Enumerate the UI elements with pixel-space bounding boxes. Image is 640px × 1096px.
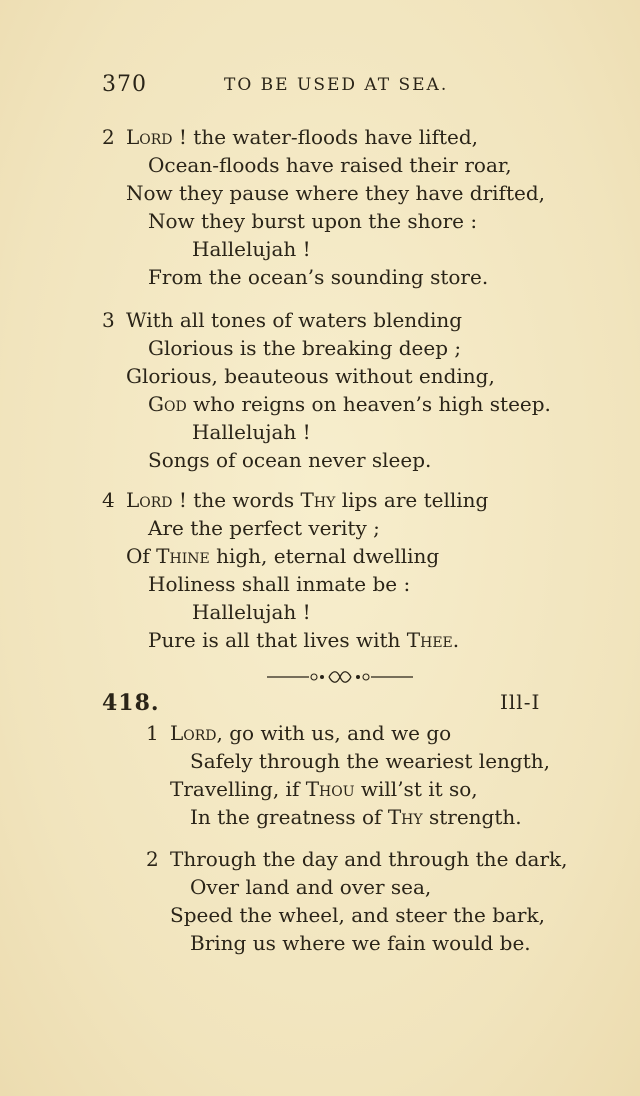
hymn-418-stanza-1-line-2: Safely through the weariest length, [190, 749, 550, 773]
stanza-2-line-6: From the ocean’s sounding store. [148, 265, 489, 289]
stanza-number: 2 [146, 847, 159, 871]
hymn-418-stanza-2-line-1: 2 Through the day and through the dark, [146, 847, 568, 871]
stanza-4-line-2: Are the perfect verity ; [148, 516, 380, 540]
hymn-418-stanza-1-line-4: In the greatness of Thy strength. [190, 805, 522, 829]
page-header [102, 72, 562, 102]
stanza-3-line-3: Glorious, beauteous without ending, [126, 364, 495, 388]
hymn-418-stanza-1-line-3: Travelling, if Thou will’st it so, [170, 777, 478, 801]
stanza-3-line-5: Hallelujah ! [192, 420, 311, 444]
hymn-418-stanza-2-line-3: Speed the wheel, and steer the bark, [170, 903, 545, 927]
stanza-number: 4 [102, 488, 115, 512]
stanza-3-line-2: Glorious is the breaking deep ; [148, 336, 462, 360]
stanza-3-line-4: God who reigns on heaven’s high steep. [148, 392, 551, 416]
stanza-number: 2 [102, 125, 115, 149]
hymn-number: 418. [102, 690, 160, 716]
page-number: 370 [102, 72, 147, 97]
stanza-2-line-4: Now they burst upon the shore : [148, 209, 478, 233]
stanza-2-line-3: Now they pause where they have drifted, [126, 181, 545, 205]
stanza-3-line-6: Songs of ocean never sleep. [148, 448, 432, 472]
hymn-meter: Ill-I [500, 690, 541, 714]
hymn-418-stanza-1-line-1: 1 Lord, go with us, and we go [146, 721, 452, 745]
hymn-418-stanza-2-line-2: Over land and over sea, [190, 875, 432, 899]
stanza-2-line-1: 2 Lord ! the water-floods have lifted, [102, 125, 478, 149]
stanza-number: 3 [102, 308, 115, 332]
stanza-4-line-1: 4 Lord ! the words Thy lips are telling [102, 488, 489, 512]
stanza-4-line-3: Of Thine high, eternal dwelling [126, 544, 440, 568]
stanza-4-line-4: Holiness shall inmate be : [148, 572, 411, 596]
stanza-4-line-5: Hallelujah ! [192, 600, 311, 624]
stanza-3-line-1: 3 With all tones of waters blending [102, 308, 463, 332]
stanza-2-line-5: Hallelujah ! [192, 237, 311, 261]
running-head: TO BE USED AT SEA. [224, 75, 449, 95]
stanza-number: 1 [146, 721, 159, 745]
stanza-4-line-6: Pure is all that lives with Thee. [148, 628, 460, 652]
ornament-divider-icon [267, 667, 413, 687]
hymn-418-stanza-2-line-4: Bring us where we fain would be. [190, 931, 531, 955]
stanza-2-line-2: Ocean-floods have raised their roar, [148, 153, 512, 177]
